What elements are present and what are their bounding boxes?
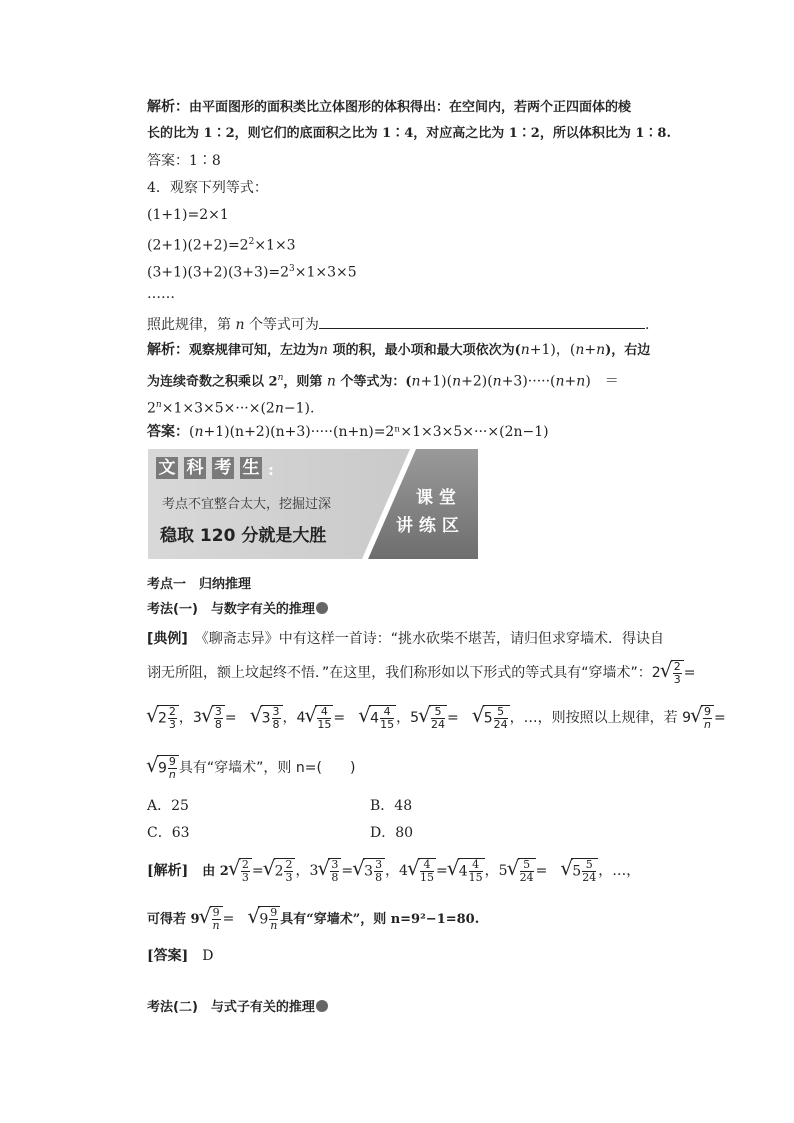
example-line-2: 诩无所阻，额上坟起终不悟．”在这里，我们称形如以下形式的等式具有“穿墙术”：2 √ $\frac{2}{3}$ = [147, 660, 695, 686]
option-b[interactable]: B．48 [370, 798, 413, 814]
solution-line-1: [解析] 由 2 √ $\frac{2}{3}$ =√ 2 $\frac{2}{3}$ ，3 √ $\frac{3}{8}$ =√ 3 $\frac{3}{8}$ ，4 √ $\frac{4}{15}$ =√ 4 $\frac{4}{15}$ ，5 √ $\frac{5}{24}$ = √ 5 $\frac{5}{24}$ ，…， [147, 858, 640, 884]
example-line-3: √ 2 $\frac{2}{3}$ ，3 √ $\frac{3}{8}$ = √ 3 $\frac{3}{8}$ ，4 √ $\frac{4}{15}$ = √ 4 $\frac{4}{15}$ ，5 √ $\frac{5}{24}$ = √ 5 $\frac{5}{24}$ ，…，则按照以上规律，若 9 √ $\frac{9}{n}$ = [147, 705, 726, 731]
equation-1: (1+1)=2×1 [147, 207, 229, 223]
banner-main: 稳取 120 分就是大胜 [160, 526, 327, 546]
method-1-title: 考法(一) 与数字有关的推理 [147, 601, 328, 619]
option-d[interactable]: D．80 [370, 825, 414, 841]
question-prompt: 照此规律，第 n 个等式可为 . [147, 314, 649, 334]
section-banner: 文 科 考 生 : 考点不宜整合太大，挖掘过深 稳取 120 分就是大胜 课 堂 讲 练 区 [148, 449, 478, 559]
bullet-icon [316, 1000, 328, 1012]
example-line-4: √ 9 $\frac{9}{n}$ 具有“穿墙术”，则 n=( ) [147, 755, 355, 781]
analysis-text: 由平面图形的面积类比立体图形的体积得出：在空间内，若两个正四面体的棱 [189, 100, 632, 115]
analysis2-line-2: 为连续奇数之积乘以 2$^n$，则第 n 个等式为：(n+1)(n+2)(n+3)·····(n+n) ＝ [147, 373, 619, 390]
solution-line-2: 可得若 9 √ $\frac{9}{n}$ = √ 9 $\frac{9}{n}$ 具有“穿墙术”，则 n=9²−1=80. [147, 906, 479, 932]
analysis-line-1 [147, 98, 631, 117]
banner-char: 科 [186, 458, 204, 478]
analysis2-line-3: $2^n\times 1\times 3\times 5\times\cdot\cdot\cdot\times(2n-1)$. [147, 400, 315, 417]
answer-1: 答案：1∶8 [147, 153, 221, 169]
analysis2-line-1: 解析：观察规律可知，左边为n 项的积，最小项和最大项依次为(n+1)，(n+n)，右边 [147, 342, 651, 358]
option-c[interactable]: C．63 [147, 825, 190, 841]
banner-subtitle: 考点不宜整合太大，挖掘过深 [162, 497, 332, 512]
answer-2: 答案：(n+1)(n+2)(n+3)·····(n+n)=2ⁿ×1×3×5×···×(2n−1) [147, 424, 549, 440]
example-line-1: [典例] 《聊斋志异》中有这样一首诗：“挑水砍柴不堪苦，请归但求穿墙术．得诀自 [147, 631, 665, 647]
banner-right-2: 讲 练 区 [396, 516, 459, 536]
banner-char: 文 [158, 458, 176, 478]
question-4-title: 4．观察下列等式： [147, 180, 268, 196]
bullet-icon [316, 602, 328, 614]
banner-char: 生 [242, 458, 260, 478]
method-2-title: 考法(二) 与式子有关的推理 [147, 999, 328, 1017]
banner-right-1: 课 堂 [416, 488, 456, 508]
banner-char: 考 [214, 458, 232, 478]
analysis-line-2: 长的比为 1∶2，则它们的底面积之比为 1∶4，对应高之比为 1∶2，所以体积比为 1∶8. [147, 126, 671, 141]
section-title: 考点一 归纳推理 [147, 577, 252, 592]
solution-answer: [答案] D [147, 948, 214, 964]
ellipsis: …… [147, 286, 175, 302]
equation-3: $(3+1)(3+2)(3+3)=2^3\times 1\times 3\times 5$ [147, 264, 357, 281]
answer-blank[interactable] [319, 314, 645, 329]
analysis-label: 解析： [147, 99, 189, 115]
equation-2: $(2+1)(2+2)=2^2\times 1\times 3$ [147, 237, 296, 254]
option-a[interactable]: A．25 [147, 798, 189, 814]
